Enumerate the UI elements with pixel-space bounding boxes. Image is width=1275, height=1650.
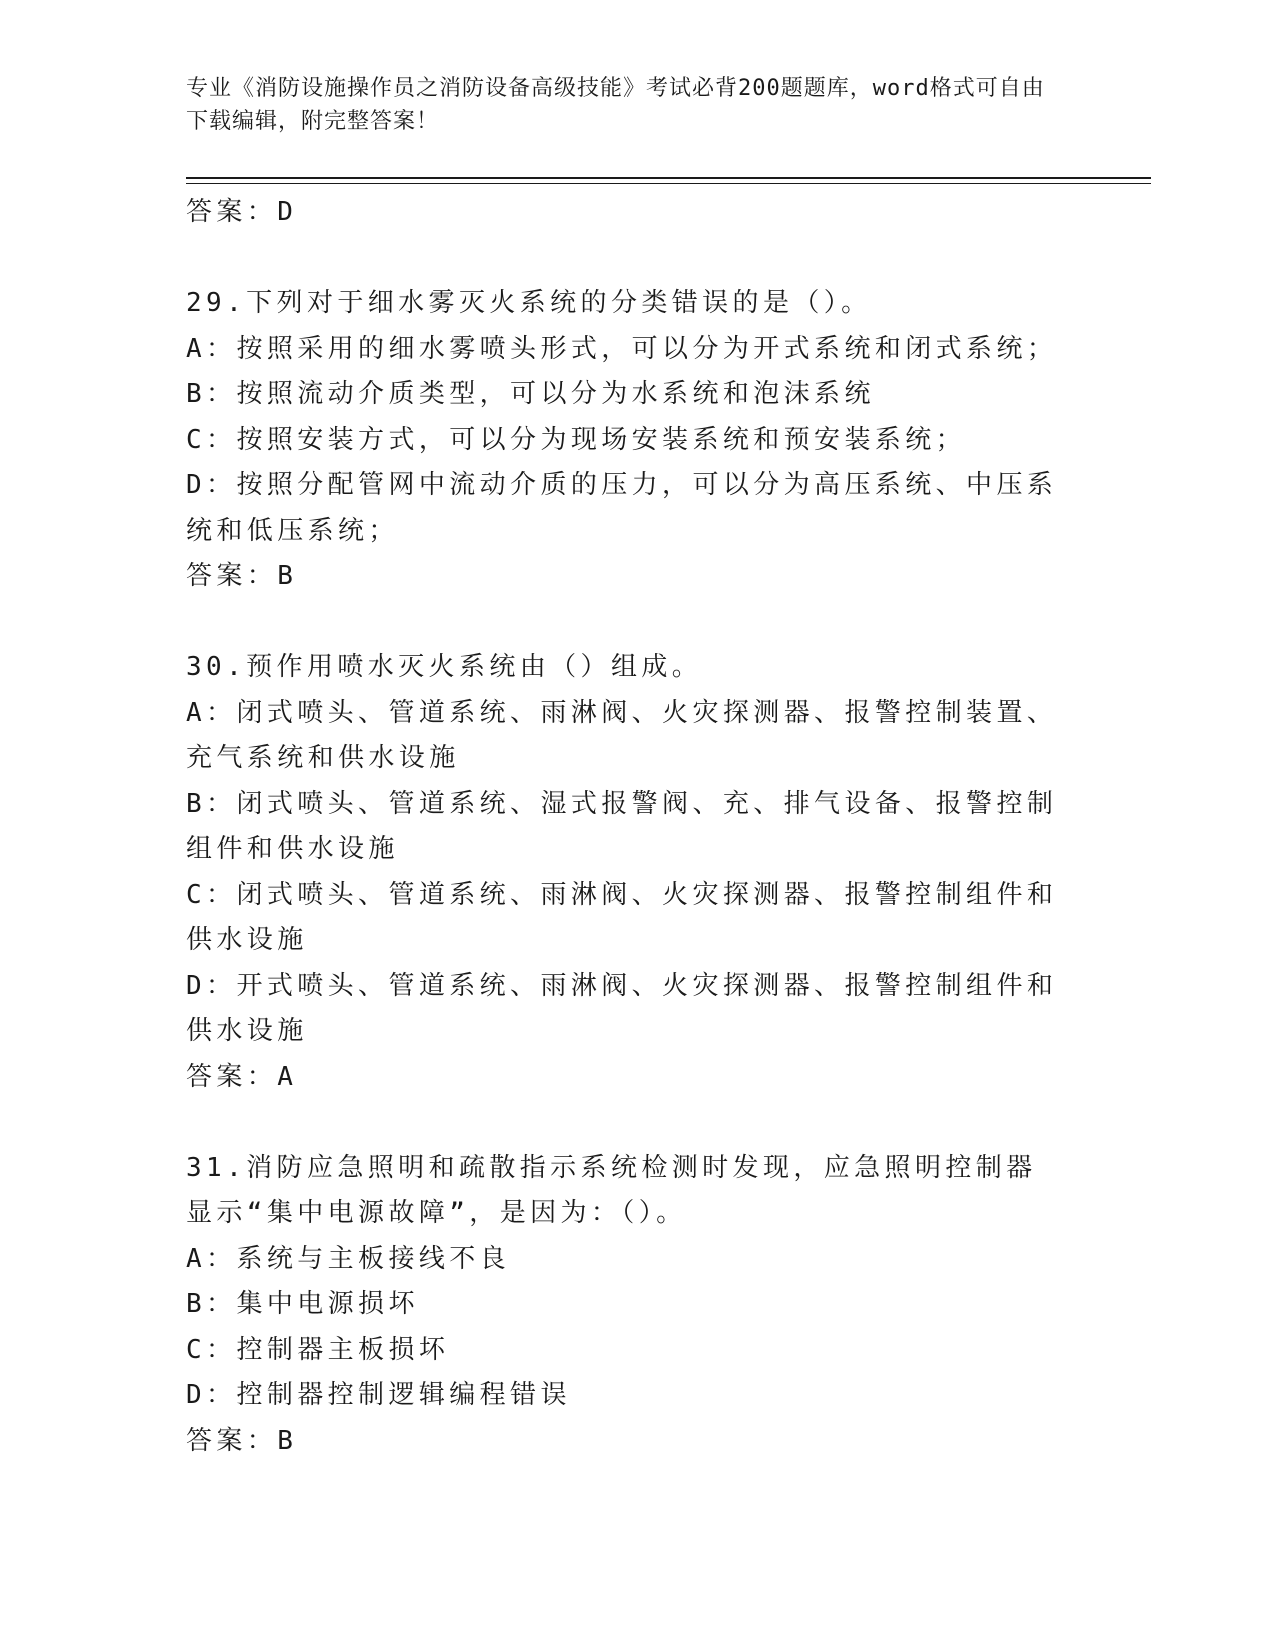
option-a: A：闭式喷头、管道系统、雨淋阀、火灾探测器、报警控制装置、充气系统和供水设施 bbox=[186, 697, 1058, 773]
header-text: 专业《消防设施操作员之消防设备高级技能》考试必背200题题库，word格式可自由下载编辑，附完整答案！ bbox=[186, 76, 1045, 134]
option-c: C：控制器主板损坏 bbox=[186, 1334, 450, 1365]
option-d: D：开式喷头、管道系统、雨淋阀、火灾探测器、报警控制组件和供水设施 bbox=[186, 970, 1058, 1046]
header-rule-thick bbox=[186, 177, 1151, 179]
question-block bbox=[186, 281, 1066, 599]
question-list bbox=[186, 188, 1066, 1464]
answer-line: 答案：B bbox=[186, 1425, 298, 1456]
answer-line: 答案：A bbox=[186, 1061, 298, 1092]
option-c: C：闭式喷头、管道系统、雨淋阀、火灾探测器、报警控制组件和供水设施 bbox=[186, 879, 1058, 955]
question-stem: 29.下列对于细水雾灭火系统的分类错误的是（）。 bbox=[186, 288, 872, 318]
answer-line: 答案：D bbox=[186, 197, 298, 227]
option-a: A：按照采用的细水雾喷头形式，可以分为开式系统和闭式系统； bbox=[186, 333, 1058, 364]
option-c: C：按照安装方式，可以分为现场安装系统和预安装系统； bbox=[186, 424, 967, 455]
question-stem: 31.消防应急照明和疏散指示系统检测时发现，应急照明控制器显示“集中电源故障”，是因为：（）。 bbox=[186, 1152, 1037, 1228]
option-b: B：按照流动介质类型，可以分为水系统和泡沫系统 bbox=[186, 379, 875, 409]
option-b: B：闭式喷头、管道系统、湿式报警阀、充、排气设备、报警控制组件和供水设施 bbox=[186, 788, 1058, 864]
spacer bbox=[186, 1100, 1066, 1146]
option-b: B：集中电源损坏 bbox=[186, 1289, 419, 1319]
option-a: A：系统与主板接线不良 bbox=[186, 1243, 511, 1274]
header-rule-thin bbox=[186, 183, 1151, 184]
question-block bbox=[186, 645, 1066, 1100]
question-block bbox=[186, 1146, 1066, 1464]
option-d: D：控制器控制逻辑编程错误 bbox=[186, 1380, 571, 1410]
spacer bbox=[186, 599, 1066, 645]
question-stem: 30.预作用喷水灭火系统由（）组成。 bbox=[186, 652, 703, 682]
answer-line: 答案：B bbox=[186, 561, 298, 591]
spacer bbox=[186, 235, 1066, 281]
option-d: D：按照分配管网中流动介质的压力，可以分为高压系统、中压系统和低压系统； bbox=[186, 470, 1058, 546]
document-header bbox=[186, 72, 1066, 138]
